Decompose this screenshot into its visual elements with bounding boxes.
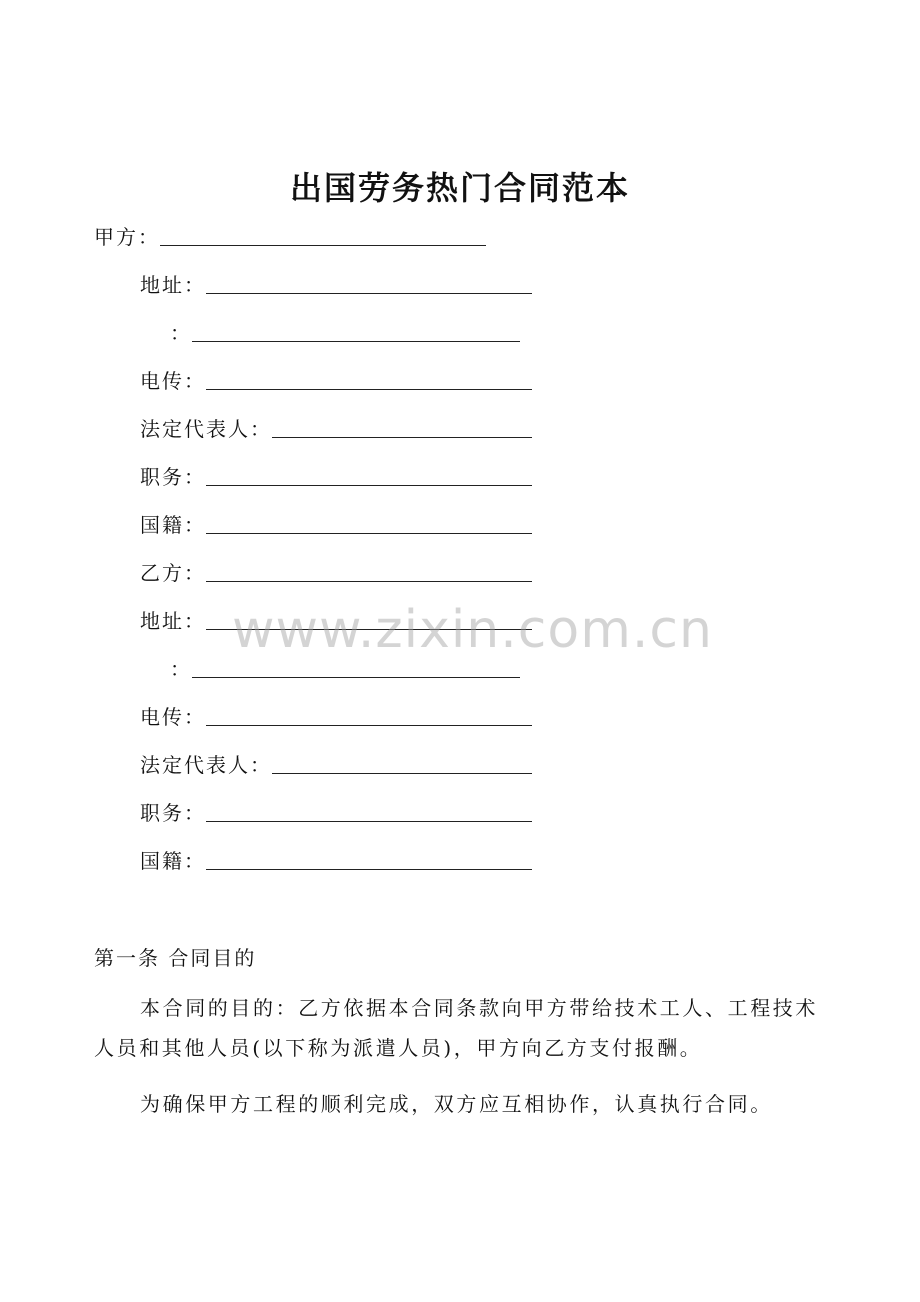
article-1-paragraph-2: 为确保甲方工程的顺利完成，双方应互相协作，认真执行合同。: [140, 1092, 773, 1116]
party-b-label: 乙方：: [140, 561, 206, 585]
party-a-label: 甲方：: [94, 225, 160, 249]
party-b-nationality-field: [140, 846, 532, 876]
party-a-nationality-label: 国籍：: [140, 513, 206, 537]
party-a-phone-label: ：: [170, 321, 192, 345]
party-a-position-label: 职务：: [140, 465, 206, 489]
party-b-rep-line: [272, 753, 532, 774]
watermark: www.zixin.com.cn: [232, 600, 713, 660]
party-a-field: [94, 222, 486, 252]
article-1-heading: 第一条 合同目的: [94, 946, 257, 970]
party-a-address-label: 地址：: [140, 273, 206, 297]
party-a-nationality-field: [140, 510, 532, 540]
party-b-rep-label: 法定代表人：: [140, 753, 272, 777]
party-b-fax-field: [140, 702, 532, 732]
party-a-blank-line: [160, 225, 486, 246]
party-a-rep-field: [140, 414, 532, 444]
party-b-position-field: [140, 798, 532, 828]
party-b-phone-line: [192, 657, 520, 678]
party-a-fax-field: [140, 366, 532, 396]
party-b-position-label: 职务：: [140, 801, 206, 825]
party-a-phone-field: [170, 318, 520, 348]
party-a-fax-line: [206, 369, 532, 390]
party-a-address-line: [206, 273, 532, 294]
party-a-nationality-line: [206, 513, 532, 534]
party-b-nationality-label: 国籍：: [140, 849, 206, 873]
party-b-field: [140, 558, 532, 588]
party-a-fax-label: 电传：: [140, 369, 206, 393]
party-b-address-label: 地址：: [140, 609, 206, 633]
document-title: 出国劳务热门合同范本: [289, 169, 630, 207]
party-a-address-field: [140, 270, 532, 300]
article-1-paragraph-1: 本合同的目的：乙方依据本合同条款向甲方带给技术工人、工程技术人员和其他人员(以下称为派遣人员)，甲方向乙方支付报酬。: [94, 996, 818, 1060]
party-b-position-line: [206, 801, 532, 822]
party-a-phone-line: [192, 321, 520, 342]
party-b-blank-line: [206, 561, 532, 582]
party-b-nationality-line: [206, 849, 532, 870]
party-b-phone-label: ：: [170, 657, 192, 681]
party-a-position-line: [206, 465, 532, 486]
party-a-rep-line: [272, 417, 532, 438]
party-b-rep-field: [140, 750, 532, 780]
party-b-fax-label: 电传：: [140, 705, 206, 729]
party-a-rep-label: 法定代表人：: [140, 417, 272, 441]
party-b-fax-line: [206, 705, 532, 726]
party-a-position-field: [140, 462, 532, 492]
